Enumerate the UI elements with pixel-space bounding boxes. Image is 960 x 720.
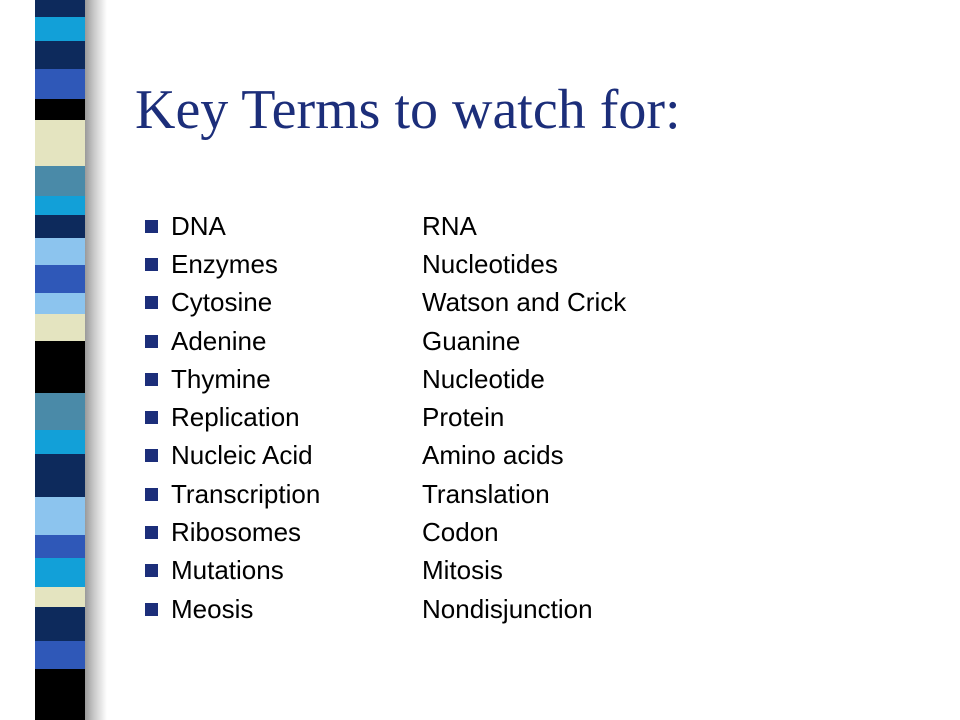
stripe-block [35,641,85,669]
stripe-block [35,558,85,586]
stripe-block [35,215,85,239]
term-right: Protein [422,402,505,433]
square-bullet-icon [145,258,158,271]
square-bullet-icon [145,220,158,233]
term-row [145,590,626,628]
stripe-block [35,587,85,608]
term-left: Enzymes [171,248,278,279]
stripe-block [35,341,85,393]
decorative-stripe [35,0,86,720]
term-right: Nondisjunction [422,593,593,624]
term-row [145,437,626,475]
term-right: Codon [422,517,499,548]
stripe-block [35,41,85,69]
term-left: Replication [171,402,300,433]
stripe-block [35,669,85,720]
term-row [145,513,626,551]
term-row [145,245,626,283]
stripe-block [35,393,85,431]
term-right: RNA [422,210,477,241]
term-row [145,322,626,360]
stripe-block [35,314,85,340]
term-right: Mitosis [422,555,503,586]
term-left: Transcription [171,478,321,509]
term-left: Nucleic Acid [171,440,313,471]
square-bullet-icon [145,526,158,539]
term-left: Mutations [171,555,284,586]
square-bullet-icon [145,449,158,462]
stripe-block [35,120,85,165]
stripe-block [35,0,85,17]
stripe-block [35,69,85,99]
stripe-block [35,265,85,293]
term-left: DNA [171,210,226,241]
stripe-block [35,17,85,41]
stripe-block [35,238,85,264]
stripe-block [35,99,85,120]
square-bullet-icon [145,335,158,348]
square-bullet-icon [145,411,158,424]
term-right: Guanine [422,325,521,356]
term-left: Meosis [171,593,254,624]
stripe-block [35,293,85,314]
term-row [145,284,626,322]
term-row [145,360,626,398]
stripe-block [35,454,85,497]
term-right: Nucleotide [422,363,545,394]
square-bullet-icon [145,373,158,386]
slide-title: Key Terms to watch for: [135,79,681,141]
term-row [145,207,626,245]
stripe-block [35,196,85,215]
term-right: Amino acids [422,440,564,471]
square-bullet-icon [145,488,158,501]
square-bullet-icon [145,603,158,616]
square-bullet-icon [145,564,158,577]
term-left: Adenine [171,325,267,356]
stripe-block [35,535,85,559]
term-right: Nucleotides [422,248,558,279]
term-row [145,398,626,436]
term-right: Watson and Crick [422,287,627,318]
term-left: Cytosine [171,287,273,318]
key-terms-list [145,207,626,628]
term-left: Ribosomes [171,517,302,548]
stripe-block [35,497,85,535]
stripe-block [35,607,85,640]
stripe-block [35,166,85,196]
term-row [145,475,626,513]
stripe-shadow [85,0,107,720]
term-right: Translation [422,478,550,509]
stripe-block [35,430,85,454]
square-bullet-icon [145,296,158,309]
term-row [145,552,626,590]
term-left: Thymine [171,363,271,394]
